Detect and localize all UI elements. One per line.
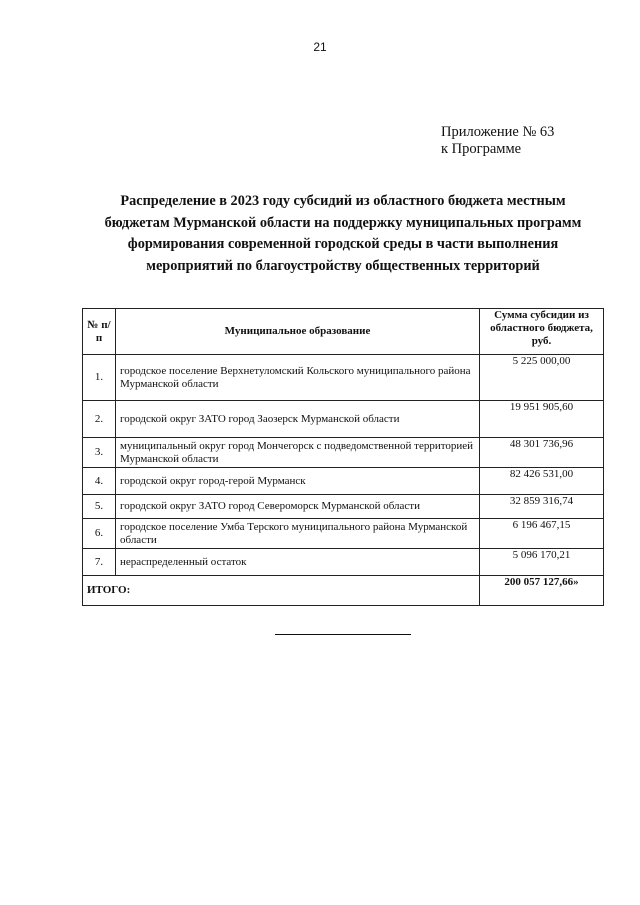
document-title: Распределение в 2023 году субсидий из областного бюджета местным бюджетам Мурманской области на поддержку муниципальных программ формирования современной городской среды в части выполнения мероприятий по благоустройству общественных территорий <box>104 193 582 274</box>
appendix-program: к Программе <box>441 141 522 157</box>
table-row <box>83 468 604 495</box>
row-municipality: городской округ ЗАТО город Североморск Мурманской области <box>116 495 480 519</box>
table-row <box>83 549 604 576</box>
page-number: 21 <box>313 40 327 54</box>
header-subsidy-amount: Сумма субсидии из областного бюджета, руб. <box>480 309 604 355</box>
row-amount: 32 859 316,74 <box>480 495 604 519</box>
row-municipality: нераспределенный остаток <box>116 549 480 576</box>
total-label: ИТОГО: <box>83 576 480 606</box>
row-number: 1. <box>83 355 116 401</box>
row-amount: 82 426 531,00 <box>480 468 604 495</box>
row-municipality: муниципальный округ город Мончегорск с подведомственной территорией Мурманской области <box>116 438 480 468</box>
subsidy-table <box>82 308 604 606</box>
closing-separator-line <box>275 634 411 635</box>
row-number: 7. <box>83 549 116 576</box>
row-municipality: городской округ город-герой Мурманск <box>116 468 480 495</box>
row-number: 4. <box>83 468 116 495</box>
row-municipality: городской округ ЗАТО город Заозерск Мурманской области <box>116 401 480 438</box>
appendix-number: Приложение № 63 <box>441 124 555 140</box>
row-number: 5. <box>83 495 116 519</box>
row-amount: 6 196 467,15 <box>480 519 604 549</box>
total-amount: 200 057 127,66» <box>480 576 604 606</box>
header-municipality: Муниципальное образование <box>116 309 480 355</box>
row-amount: 48 301 736,96 <box>480 438 604 468</box>
row-municipality: городское поселение Умба Терского муниципального района Мурманской области <box>116 519 480 549</box>
row-amount: 5 096 170,21 <box>480 549 604 576</box>
header-number: № п/п <box>83 309 116 355</box>
table-row <box>83 519 604 549</box>
table-row <box>83 438 604 468</box>
table-total-row <box>83 576 604 606</box>
row-amount: 19 951 905,60 <box>480 401 604 438</box>
row-number: 3. <box>83 438 116 468</box>
table-header-row <box>83 309 604 355</box>
appendix-reference <box>441 124 554 158</box>
table-row <box>83 401 604 438</box>
row-amount: 5 225 000,00 <box>480 355 604 401</box>
table-row <box>83 495 604 519</box>
row-municipality: городское поселение Верхнетуломский Кольского муниципального района Мурманской области <box>116 355 480 401</box>
row-number: 2. <box>83 401 116 438</box>
row-number: 6. <box>83 519 116 549</box>
table-row <box>83 355 604 401</box>
